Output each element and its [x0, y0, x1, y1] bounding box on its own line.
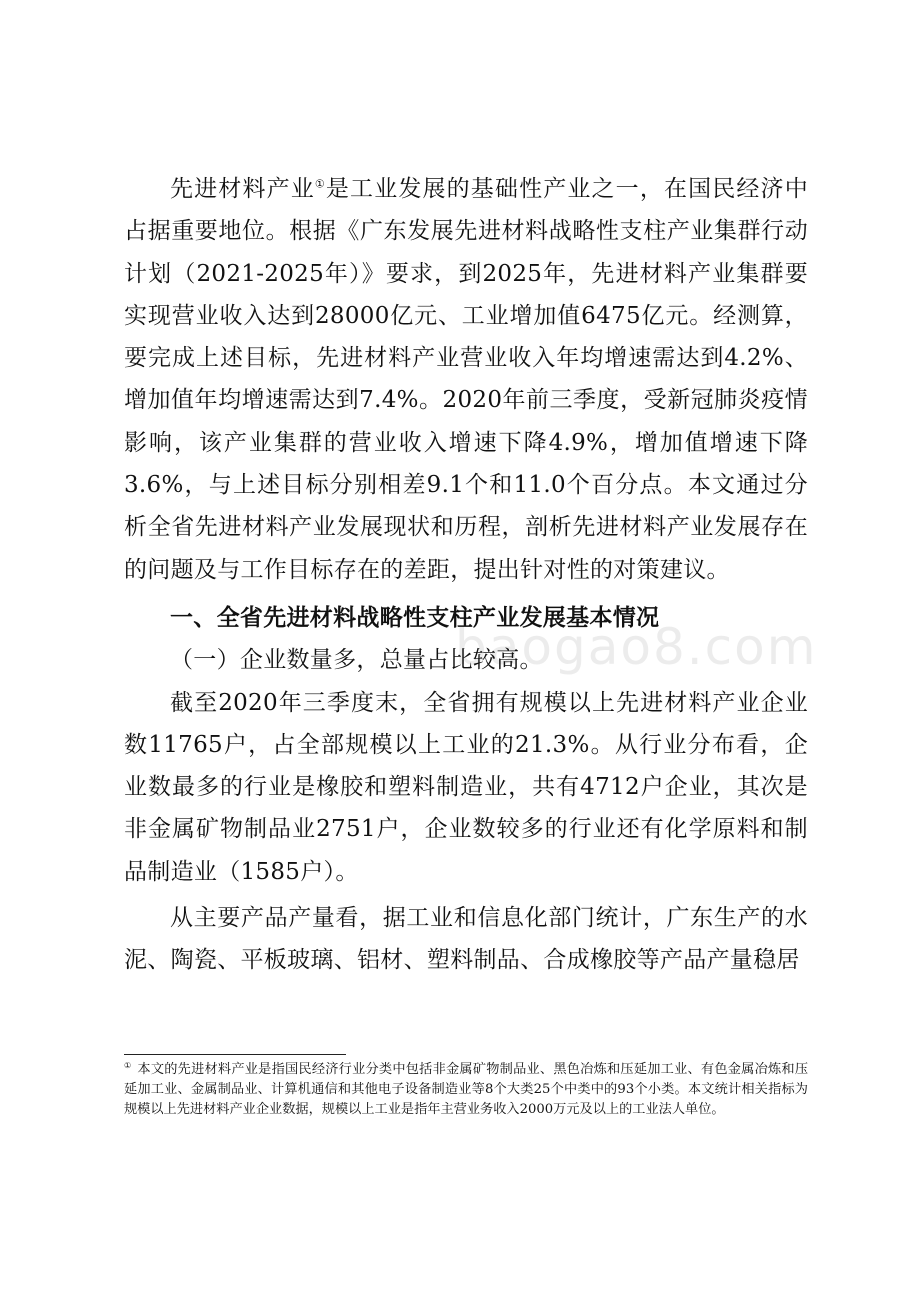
footnote-divider — [124, 1054, 346, 1055]
footnote-reference: ① — [314, 177, 326, 191]
body-text — [124, 168, 808, 982]
intro-lead: 先进材料产业 — [170, 176, 315, 202]
section-heading: 一、全省先进材料战略性支柱产业发展基本情况 — [170, 604, 660, 631]
subsection-heading: （一）企业数量多，总量占比较高。 — [170, 647, 543, 674]
footnote-text: 本文的先进材料产业是指国民经济行业分类中包括非金属矿物制品业、黑色冶炼和压延加工业、有色金属冶炼和压延加工业、金属制品业、计算机通信和其他电子设备制造业等8个大类25个中类中的93个小类。本文统计相关指标为规模以上先进材料产业企业数据，规模以上工业是指年主营业务收入2000万元及以上的工业法人单位。 — [124, 1062, 809, 1118]
enterprise-count-paragraph: 截至2020年三季度末，全省拥有规模以上先进材料产业企业数11765户，占全部规模以上工业的21.3%。从行业分布看，企业数最多的行业是橡胶和塑料制造业，共有4712户企业，其次是非金属矿物制品业2751户，企业数较多的行业还有化学原料和制品制造业（1585户）。 — [124, 689, 808, 885]
watermark: baogao8.com — [455, 618, 818, 676]
intro-rest: 是工业发展的基础性产业之一，在国民经济中占据重要地位。根据《广东发展先进材料战略性支柱产业集群行动计划（2021-2025年）》要求，到2025年，先进材料产业集群要实现营业收入达到28000亿元、工业增加值6475亿元。经测算，要完成上述目标，先进材料产业营业收入年均增速需达到4.2%、增加值年均增速需达到7.4%。2020年前三季度，受新冠肺炎疫情影响，该产业集群的营业收入增速下降4.9%，增加值增速下降3.6%，与上述目标分别相差9.1个和11.0个百分点。本文通过分析全省先进材料产业发展现状和历程，剖析先进材料产业发展存在的问题及与工作目标存在的差距，提出针对性的对策建议。 — [124, 176, 808, 583]
product-output-paragraph: 从主要产品产量看，据工业和信息化部门统计，广东生产的水泥、陶瓷、平板玻璃、铝材、塑料制品、合成橡胶等产品产量稳居 — [124, 905, 808, 974]
intro-paragraph — [124, 168, 808, 591]
footnote-marker: ① — [124, 1060, 132, 1070]
footnote — [124, 1060, 808, 1121]
